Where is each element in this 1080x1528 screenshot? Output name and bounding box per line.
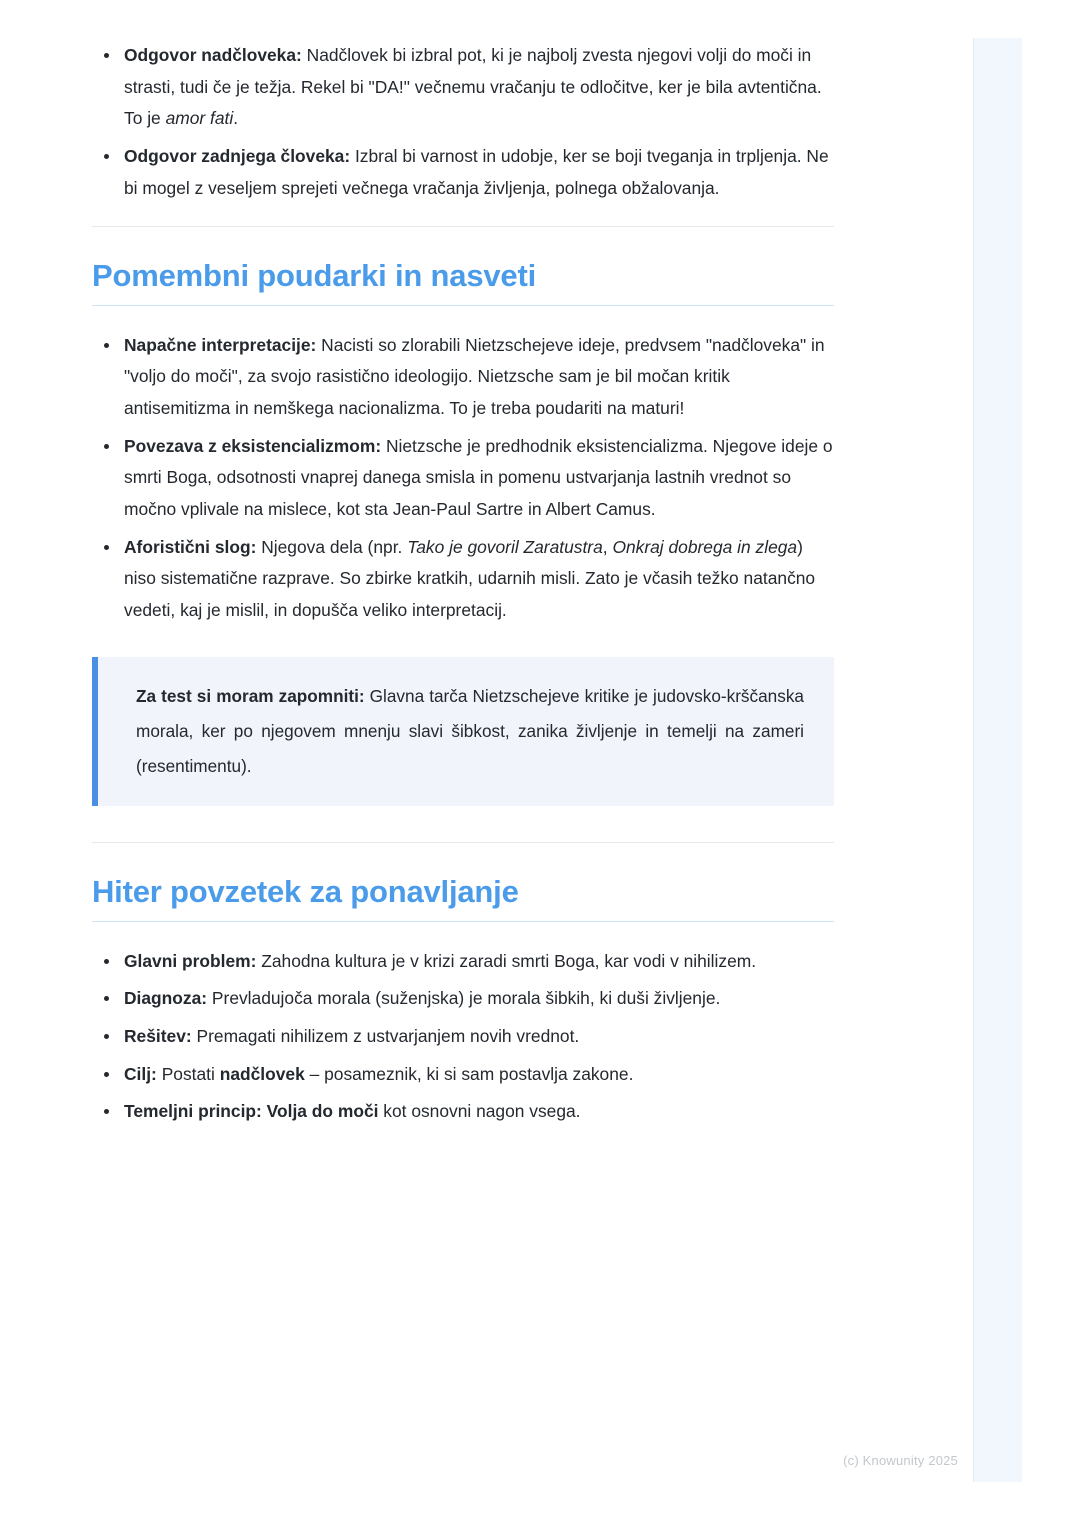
list-item: [92, 431, 834, 526]
list-item: [92, 983, 834, 1015]
list-item-text: Nietzsche je predhodnik eksistencializma. Njegove ideje o smrti Boga, odsotnosti vnaprej danega smisla in pomenu ustvarjanja lastnih vrednot so močno vplivale na mislece, kot sta Jean-Paul Sartre in Albert Camus.: [124, 435, 833, 519]
list-item-text: Prevladujoča morala (suženjska) je morala šibkih, ki duši življenje.: [207, 988, 721, 1009]
top-bullet-list: [92, 40, 834, 204]
list-item-text: Nadčlovek bi izbral pot, ki je najbolj zvesta njegovi volji do moči in strasti, tudi če je težja. Rekel bi "DA!" večnemu vračanju te odločitve, ker je bila avtentična. To je: [124, 45, 822, 129]
copyright-footer: (c) Knowunity 2025: [843, 1453, 958, 1468]
list-item-term: Rešitev:: [124, 1025, 192, 1046]
list-item-separator: ,: [602, 536, 613, 557]
list-item-term: Cilj:: [124, 1063, 157, 1084]
work-title-onkraj: Onkraj dobrega in zlega: [612, 536, 798, 557]
list-item-text: Njegova dela (npr.: [256, 536, 408, 557]
list-item: [92, 1021, 834, 1053]
list-item-term: Temeljni princip: Volja do moči: [124, 1101, 379, 1122]
list-item-text-tail: – posameznik, ki si sam postavlja zakone.: [304, 1063, 634, 1084]
list-item-text: kot osnovni nagon vsega.: [378, 1101, 581, 1122]
list-item-italic: amor fati: [165, 108, 234, 129]
section-divider-2: [92, 842, 834, 843]
section-heading-rule-2: [92, 921, 834, 922]
section-heading-highlights: Pomembni poudarki in nasveti: [92, 258, 536, 294]
list-item: [92, 946, 834, 978]
list-item: [92, 141, 834, 204]
list-item-text: Postati: [156, 1063, 220, 1084]
document-content: [92, 40, 834, 1134]
list-item-term: Odgovor nadčloveka:: [124, 45, 302, 65]
list-item-emphasis: nadčlovek: [219, 1063, 305, 1084]
section-heading-rule: [92, 305, 834, 306]
list-item-term: Odgovor zadnjega človeka:: [124, 146, 351, 167]
list-item-text: Premagati nihilizem z ustvarjanjem novih vrednot.: [191, 1025, 580, 1046]
list-item-term: Diagnoza:: [124, 988, 208, 1009]
list-item: [92, 330, 834, 425]
list-item-term: Povezava z eksistencializmom:: [124, 435, 382, 456]
work-title-zaratustra: Tako je govoril Zaratustra: [407, 536, 603, 557]
list-item: [92, 1059, 834, 1091]
summary-bullet-list: [92, 946, 834, 1128]
list-item: [92, 40, 834, 135]
list-item: [92, 532, 834, 627]
list-item-term: Aforistični slog:: [124, 536, 257, 557]
callout-body: Glavna tarča Nietzschejeve kritike je judovsko-krščanska morala, ker po njegovem mnenju slavi šibkost, zanika življenje in temelji na zameri (resentimentu).: [136, 685, 804, 777]
list-item-term: Napačne interpretacije:: [124, 334, 317, 355]
list-item-text: Zahodna kultura je v krizi zaradi smrti Boga, kar vodi v nihilizem.: [256, 950, 757, 971]
list-item-text-tail: ) niso sistematične razprave. So zbirke kratkih, udarnih misli. Zato je včasih težko natančno vedeti, kaj je mislil, in dopušča veliko interpretacij.: [124, 536, 816, 620]
list-item-text-tail: .: [233, 108, 239, 129]
exam-note-callout: [92, 657, 834, 807]
section-divider: [92, 226, 834, 227]
list-item-text: Izbral bi varnost in udobje, ker se boji tveganja in trpljenja. Ne bi mogel z veseljem sprejeti večnega vračanja življenja, polnega obžalovanja.: [124, 146, 829, 198]
list-item: [92, 1096, 834, 1128]
list-item-text: Nacisti so zlorabili Nietzschejeve ideje, predvsem "nadčloveka" in "voljo do moči", za svojo rasistično ideologijo. Nietzsche sam je bil močan kritik antisemitizma in nemškega nacionalizma. To je treba poudariti na maturi!: [124, 334, 825, 418]
section-heading-summary: Hiter povzetek za ponavljanje: [92, 874, 519, 910]
callout-term: Za test si moram zapomniti:: [136, 685, 365, 706]
highlights-bullet-list: [92, 330, 834, 627]
page-side-rail: [973, 38, 1022, 1482]
callout-text: [136, 679, 804, 785]
list-item-term: Glavni problem:: [124, 950, 257, 971]
